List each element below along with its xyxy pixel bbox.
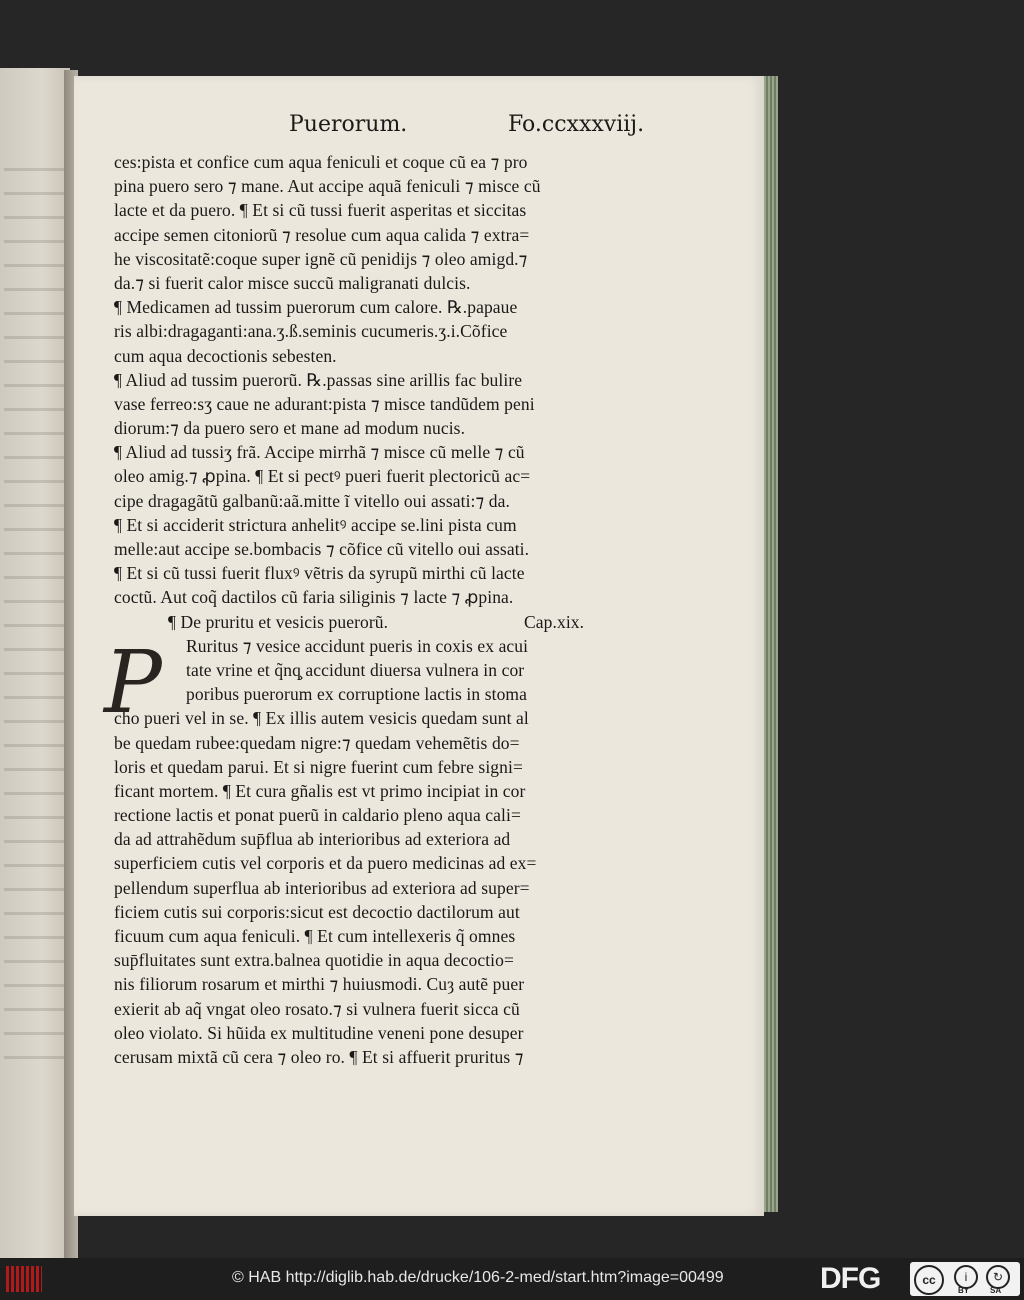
text-line: vase ferreo:sʒ caue ne adurant:pista ⁊ misce tandũdem peni <box>114 393 535 414</box>
facing-page-text-bleed <box>4 168 64 1068</box>
text-line: pellendum superflua ab interioribus ad exteriora ad super= <box>114 877 530 898</box>
running-title: Puerorum. <box>289 112 408 137</box>
viewer-footer <box>0 1258 1024 1300</box>
book-page <box>74 76 764 1216</box>
facing-page-edge <box>0 68 70 1258</box>
text-lines-before-chapter <box>114 150 674 610</box>
text-line: ¶ Et si cũ tussi fuerit fluxꝰ vẽtris da syrupũ mirthi cũ lacte <box>114 563 525 584</box>
text-line: ¶ Aliud ad tussiʒ frã. Accipe mirrhã ⁊ misce cũ melle ⁊ cũ <box>114 442 525 463</box>
text-line: da.⁊ si fuerit calor misce succũ maligranati dulcis. <box>114 272 471 293</box>
text-line: ficant mortem. ¶ Et cura gñalis est vt primo incipiat in cor <box>114 780 526 801</box>
page-block-edge <box>762 76 778 1212</box>
text-line: cerusam mixtã cũ cera ⁊ oleo ro. ¶ Et si affuerit pruritus ⁊ <box>114 1046 524 1067</box>
folio-number: Fo.ccxxxviij. <box>508 112 645 137</box>
text-line: coctũ. Aut coq̃ dactilos cũ faria siliginis ⁊ lacte ⁊ ꝓpina. <box>114 587 514 608</box>
text-line: da ad attrahẽdum sup̄flua ab interioribus ad exteriora ad <box>114 829 511 850</box>
cc-icon: cc <box>914 1265 944 1295</box>
hab-logo-icon <box>6 1266 42 1292</box>
text-line: exierit ab aq̃ vngat oleo rosato.⁊ si vulnera fuerit sicca cũ <box>114 998 520 1019</box>
text-line: he viscositatẽ:coque super ignẽ cũ penidijs ⁊ oleo amigd.⁊ <box>114 248 528 269</box>
text-line: ces:pista et confice cum aqua feniculi et coque cũ ea ⁊ pro <box>114 152 528 172</box>
text-line: nis filiorum rosarum et mirthi ⁊ huiusmodi. Cuȝ autẽ puer <box>114 974 525 995</box>
text-line: cum aqua decoctionis sebesten. <box>114 345 337 366</box>
main-text-block <box>104 150 674 1069</box>
text-line: pina puero sero ⁊ mane. Aut accipe aquã feniculi ⁊ misce cũ <box>114 176 541 197</box>
text-line: tate vrine et q̃nq̧ accidunt diuersa vulnera in cor <box>186 659 525 680</box>
text-line: loris et quedam parui. Et si nigre fuerint cum febre signi= <box>114 756 523 777</box>
license-badge[interactable] <box>910 1262 1020 1296</box>
page-header <box>74 112 764 142</box>
text-line: cho pueri vel in se. ¶ Ex illis autem vesicis quedam sunt al <box>114 708 529 729</box>
text-line: ¶ Et si acciderit strictura anhelitꝰ accipe se.lini pista cum <box>114 514 517 535</box>
text-line: sup̄fluitates sunt extra.balnea quotidie in aqua decoctio= <box>114 950 514 971</box>
text-line: lacte et da puero. ¶ Et si cũ tussi fuerit asperitas et siccitas <box>114 200 527 221</box>
text-line: accipe semen citoniorũ ⁊ resolue cum aqua calida ⁊ extra= <box>114 224 530 245</box>
text-line: ¶ Medicamen ad tussim puerorum cum calore. ℞.papaue <box>114 297 518 318</box>
text-line: ficuum cum aqua feniculi. ¶ Et cum intellexeris q̃ omnes <box>114 926 516 946</box>
chapter-title: ¶ De pruritu et vesicis puerorũ. <box>168 611 389 632</box>
text-line: ¶ Aliud ad tussim puerorũ. ℞.passas sine arillis fac bulire <box>114 369 523 390</box>
chapter-number: Cap.xix. <box>524 611 585 632</box>
by-icon: i <box>954 1265 978 1289</box>
text-line: rectione lactis et ponat puerũ in caldario pleno aqua cali= <box>114 805 521 826</box>
text-line: diorum:⁊ da puero sero et mane ad modum nucis. <box>114 418 466 439</box>
text-line: melle:aut accipe se.bombacis ⁊ cõfice cũ vitello oui assati. <box>114 539 530 559</box>
copyright-link[interactable]: © HAB http://diglib.hab.de/drucke/106-2-med/start.htm?image=00499 <box>232 1269 724 1286</box>
text-line: ris albi:dragaganti:ana.ʒ.ß.seminis cucumeris.ʒ.i.Cõfice <box>114 321 508 342</box>
decorated-initial: P <box>104 632 162 733</box>
sa-label: SA <box>990 1286 1002 1295</box>
text-line: Ruritus ⁊ vesice accidunt pueris in coxis ex acui <box>186 635 529 656</box>
text-line: oleo violato. Si hũida ex multitudine veneni pone desuper <box>114 1022 524 1043</box>
text-line: oleo amig.⁊ ꝓpina. ¶ Et si pectꝰ pueri fuerit plectoricũ ac= <box>114 466 531 487</box>
dfg-logo: DFG <box>820 1262 881 1295</box>
text-line: ficiem cutis sui corporis:sicut est decoctio dactilorum aut <box>114 901 520 922</box>
by-label: BY <box>958 1286 970 1295</box>
indented-lines <box>114 634 674 707</box>
chapter-heading <box>114 610 674 634</box>
sa-icon: ↻ <box>986 1265 1010 1289</box>
text-line: poribus puerorum ex corruptione lactis in stoma <box>186 684 528 705</box>
text-lines-after-initial <box>114 706 674 1069</box>
text-line: cipe dragagãtũ galbanũ:aã.mitte ĩ vitello oui assati:⁊ da. <box>114 490 510 511</box>
text-line: be quedam rubee:quedam nigre:⁊ quedam vehemẽtis do= <box>114 732 520 753</box>
text-line: superficiem cutis vel corporis et da puero medicinas ad ex= <box>114 853 537 874</box>
